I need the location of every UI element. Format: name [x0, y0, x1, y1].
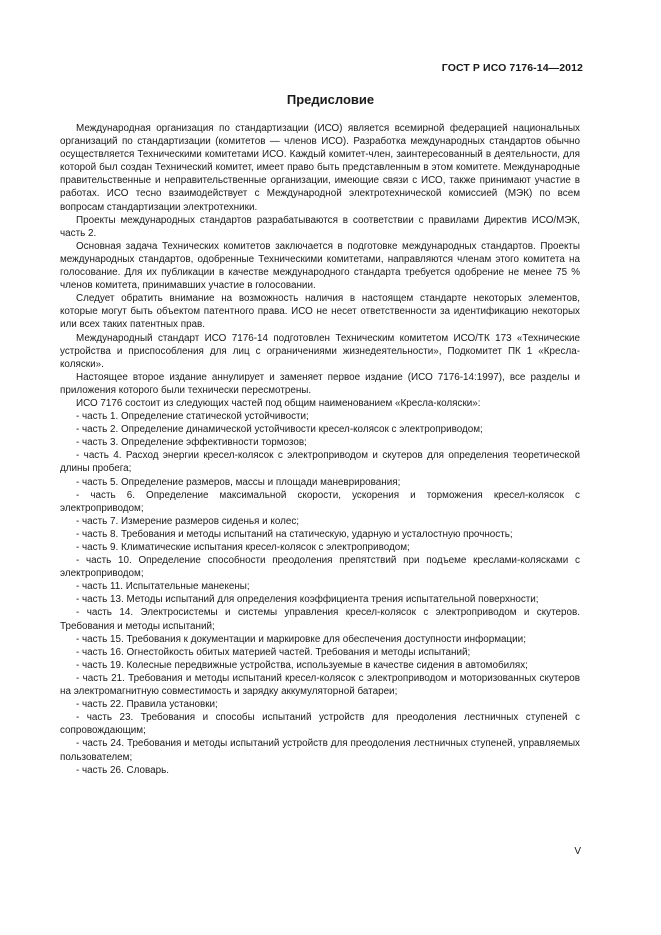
section-title: Предисловие [286, 92, 375, 107]
list-item: - часть 21. Требования и методы испытаний кресел-колясок с электроприводом и моторизованных скутеров на электромагнитную совместимость и зарядку аккумуляторной батареи; [60, 672, 580, 698]
list-item: - часть 2. Определение динамической устойчивости кресел-колясок с электроприводом; [76, 424, 483, 436]
list-item: - часть 13. Методы испытаний для определения коэффициента трения испытательной поверхности; [76, 594, 539, 606]
document-id-header: ГОСТ Р ИСО 7176-14—2012 [441, 62, 583, 74]
paragraph: ИСО 7176 состоит из следующих частей под общим наименованием «Кресла-коляски»: [76, 397, 481, 409]
list-item: - часть 26. Словарь. [76, 764, 169, 776]
list-item: - часть 19. Колесные передвижные устройства, используемые в качестве сидения в автомобилях; [76, 659, 528, 671]
foreword-body [60, 122, 580, 777]
list-item: - часть 15. Требования к документации и маркировке для обеспечения доступности информации; [76, 633, 526, 645]
list-item: - часть 11. Испытательные манекены; [76, 581, 250, 593]
list-item: - часть 3. Определение эффективности тормозов; [76, 437, 307, 449]
list-item: - часть 9. Климатические испытания кресел-колясок с электроприводом; [76, 542, 410, 553]
list-item: - часть 5. Определение размеров, массы и площади маневрирования; [76, 476, 401, 488]
list-item: - часть 22. Правила установки; [76, 699, 218, 711]
paragraph: Проекты международных стандартов разрабатываются в соответствии с правилами Директив ИСО/МЭК, часть 2. [60, 214, 580, 239]
list-item: - часть 24. Требования и методы испытаний устройств для преодоления лестничных ступеней, управляемых пользователем; [60, 738, 580, 763]
list-item: - часть 8. Требования и методы испытаний на статическую, ударную и усталостную прочность; [76, 528, 513, 540]
page-number: V [574, 846, 581, 857]
list-item: - часть 10. Определение способности преодоления препятствий при подъеме креслами-колясками с электроприводом; [60, 555, 580, 580]
paragraph: Международный стандарт ИСО 7176-14 подготовлен Техническим комитетом ИСО/ТК 173 «Технические устройства и приспособления для лиц с ограничениями жизнедеятельности», Подкомитет ПК 1 «Кресла-коляски». [60, 332, 580, 370]
list-item: - часть 6. Определение максимальной скорости, ускорения и торможения кресел-колясок с электроприводом; [60, 489, 580, 514]
paragraph: Настоящее второе издание аннулирует и заменяет первое издание (ИСО 7176-14:1997), все разделы и приложения которого были технически пересмотрены. [60, 371, 580, 396]
list-item: - часть 4. Расход энергии кресел-колясок с электроприводом и скутеров для определения теоретической длины пробега; [60, 450, 580, 475]
list-item: - часть 1. Определение статической устойчивости; [76, 411, 309, 423]
list-item: - часть 23. Требования и способы испытаний устройств для преодоления лестничных ступеней с сопровождающим; [60, 712, 580, 737]
list-item: - часть 7. Измерение размеров сиденья и колес; [76, 515, 300, 527]
paragraph: Международная организация по стандартизации (ИСО) является всемирной федерацией национальных организаций по стандартизации (комитетов — членов ИСО). Разработка международных стандартов обычно осуществляется Техническими комитетами ИСО. Каждый комитет-член, заинтересованный в деятельности, для которой был создан Технический комитет, имеет право быть представленным в этом комитете. Международные правительственные и неправительственные организации, имеющие связи с ИСО, также принимают участие в работах. ИСО тесно взаимодействует с Международной электротехнической комиссией (МЭК) по всем вопросам стандартизации электротехники. [60, 123, 580, 213]
paragraph: Основная задача Технических комитетов заключается в подготовке международных стандартов. Проекты международных стандартов, одобренные Техническими комитетами, направляются членам этого комитета на голосование. Для их публикации в качестве международного стандарта требуется одобрение не менее 75 % членов комитета, принимавших участие в голосовании. [60, 240, 580, 292]
list-item: - часть 14. Электросистемы и системы управления кресел-колясок с электроприводом и скутеров. Требования и методы испытаний; [60, 607, 580, 632]
list-item: - часть 16. Огнестойкость обитых материей частей. Требования и методы испытаний; [76, 646, 471, 658]
paragraph: Следует обратить внимание на возможность наличия в настоящем стандарте некоторых элементов, которые могут быть объектом патентного права. ИСО не несет ответственности за идентификацию некоторых или всех таких патентных прав. [60, 293, 580, 331]
